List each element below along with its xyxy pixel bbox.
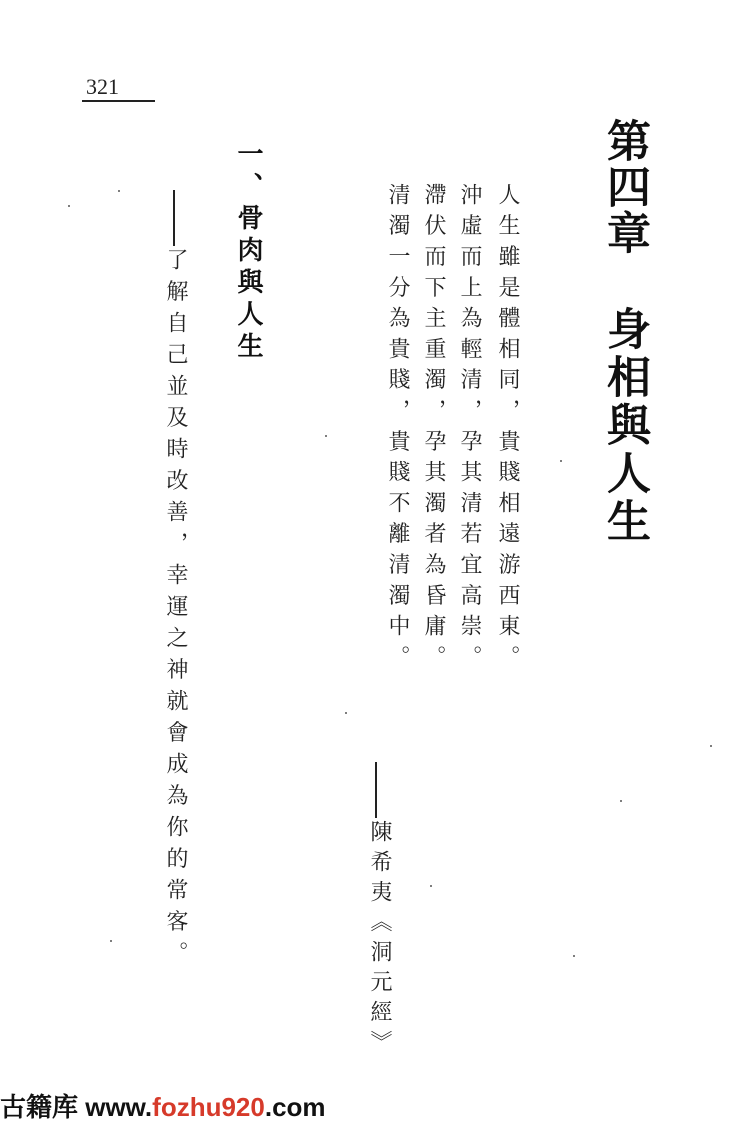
watermark-suffix: .com [264, 1092, 326, 1122]
section-motto: 了解自己並及時改善，幸運之神就會成為你的常客。 [163, 248, 188, 973]
epigraph-line-3: 滯伏而下主重濁，孕其濁者為昏庸。 [421, 183, 446, 676]
chapter-number: 第四章 [599, 118, 650, 256]
epigraph-attribution: 陳希夷《洞元經》 [367, 820, 392, 1060]
chapter-title: 身相與人生 [599, 306, 650, 546]
scan-speck [620, 800, 622, 802]
scan-speck [710, 745, 712, 747]
scan-speck [110, 940, 112, 942]
scan-speck [430, 885, 432, 887]
scan-speck [345, 712, 347, 714]
page-number-rule [82, 100, 155, 102]
watermark-prefix: 古籍库 www. [0, 1092, 153, 1122]
scan-speck [560, 460, 562, 462]
epigraph-line-4: 清濁一分為貴賤，貴賤不離清濁中。 [385, 183, 410, 676]
page-number: 321 [86, 74, 119, 99]
attribution-dash [375, 762, 377, 818]
section-heading: 一、骨肉與人生 [233, 140, 263, 364]
epigraph-line-2: 沖虛而上為輕清，孕其清若宜高崇。 [457, 183, 482, 676]
epigraph-line-1: 人生雖是體相同，貴賤相遠游西東。 [495, 183, 520, 676]
site-watermark [0, 1093, 326, 1122]
scan-speck [573, 955, 575, 957]
watermark-domain: fozhu920 [152, 1092, 265, 1122]
scan-speck [118, 190, 120, 192]
motto-dash [173, 190, 175, 246]
scan-speck [68, 205, 70, 207]
scan-speck [325, 435, 327, 437]
